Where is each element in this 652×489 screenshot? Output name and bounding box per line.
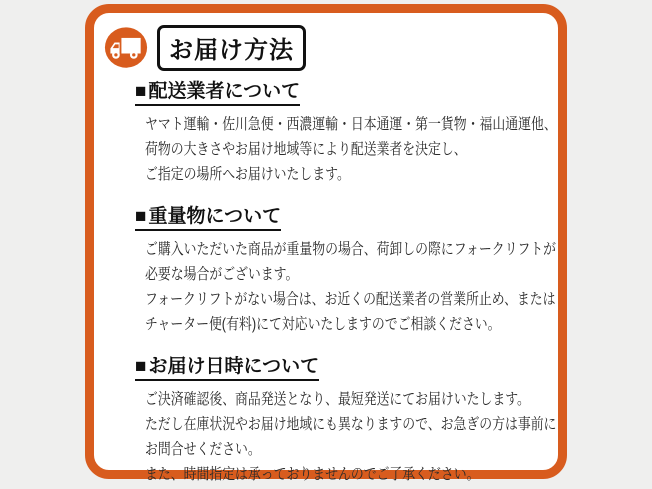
body-line: ご購入いただいた商品が重量物の場合、荷卸しの際にフォークリフトが	[145, 241, 557, 258]
body-line: ご決済確認後、商品発送となり、最短発送にてお届けいたします。	[145, 391, 530, 408]
body-line: お問合せください。	[145, 441, 261, 458]
section-body	[145, 112, 557, 187]
panel-content	[135, 76, 557, 487]
body-line: ただし在庫状況やお届け地域にも異なりますので、お急ぎの方は事前に	[145, 416, 557, 433]
body-line: また、時間指定は承っておりませんのでご了承ください。	[145, 466, 480, 483]
body-line: チャーター便(有料)にて対応いたしますのでご相談ください。	[145, 316, 501, 333]
page-title: お届け方法	[157, 25, 306, 71]
section-heading	[135, 76, 300, 106]
section-heading-label: 重量物について	[148, 206, 282, 227]
square-bullet-icon: ■	[135, 81, 147, 102]
square-bullet-icon: ■	[135, 206, 147, 227]
body-line: 必要な場合がございます。	[145, 266, 299, 283]
section-heading	[135, 351, 319, 381]
truck-icon	[103, 26, 149, 70]
body-line: フォークリフトがない場合は、お近くの配送業者の営業所止め、または	[145, 291, 556, 308]
panel-header	[103, 25, 558, 71]
section-body	[145, 237, 557, 337]
body-line: 荷物の大きさやお届け地域等により配送業者を決定し、	[145, 141, 467, 158]
square-bullet-icon: ■	[135, 356, 147, 377]
section-heading-label: お届け日時について	[148, 356, 320, 377]
section-heavy-items	[135, 201, 557, 337]
section-body	[145, 387, 557, 487]
section-heading-label: 配送業者について	[148, 81, 301, 102]
section-heading	[135, 201, 281, 231]
body-line: ご指定の場所へお届けいたします。	[145, 166, 350, 183]
delivery-info-panel	[85, 4, 567, 483]
section-carriers	[135, 76, 557, 187]
section-delivery-datetime	[135, 351, 557, 487]
body-line: ヤマト運輸・佐川急便・西濃運輸・日本通運・第一貨物・福山通運他、	[145, 116, 557, 133]
